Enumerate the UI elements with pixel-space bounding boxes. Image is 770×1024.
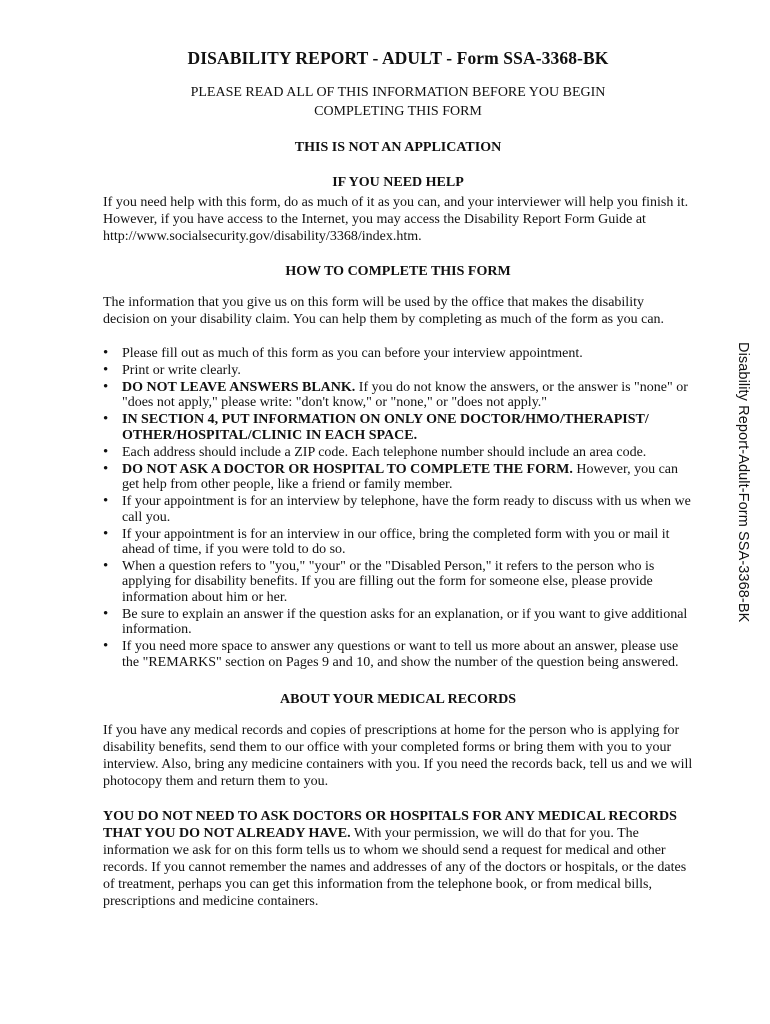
instruction-text: If you need more space to answer any questions or want to tell us more about an answer, please use the "REMARKS" section on Pages 9 and 10, and show the number of the question being answered. — [122, 639, 679, 670]
how-to-heading: HOW TO COMPLETE THIS FORM — [285, 264, 511, 279]
instruction-emphasis: DO NOT ASK A DOCTOR OR HOSPITAL TO COMPLETE THE FORM. — [122, 461, 573, 477]
medical-records-heading: ABOUT YOUR MEDICAL RECORDS — [279, 692, 517, 708]
bullet-icon: • — [103, 345, 109, 361]
instruction-text: When a question refers to "you," "your" or the "Disabled Person," it refers to the person who is applying for disability benefits. If you are filling out the form for someone else, please provide information about him or her. — [122, 559, 655, 605]
instruction-item — [103, 559, 693, 605]
side-form-label: Disability Report-Adult-Form SSA-3368-BK — [735, 342, 751, 623]
subtitle — [103, 83, 693, 121]
medical-records-paragraph: If you have any medical records and copies of prescriptions at home for the person who is applying for disability benefits, send them to our office with your completed forms or bring them with you to your interview. Also, bring any medicine containers with you. If you need the records back, tell us and we will photocopy them and return them to you. — [103, 723, 693, 790]
not-application-heading: THIS IS NOT AN APPLICATION — [294, 140, 502, 155]
page-title: DISABILITY REPORT - ADULT - Form SSA-3368-BK — [187, 48, 609, 68]
form-page — [103, 48, 693, 910]
instruction-item — [103, 380, 693, 411]
instructions-list — [103, 346, 693, 670]
instruction-text: If your appointment is for an interview in our office, bring the completed form with you or mail it ahead of time, if you were told to do so. — [122, 526, 670, 558]
medical-records-notice — [103, 808, 693, 910]
bullet-icon: • — [103, 443, 109, 460]
bullet-icon: • — [103, 638, 109, 655]
help-heading: IF YOU NEED HELP — [332, 175, 464, 190]
instruction-item — [103, 346, 693, 361]
instruction-text: Be sure to explain an answer if the question asks for an explanation, or if you want to give additional information. — [122, 606, 688, 638]
medical-records-notice-text: With your permission, we will do that for you. The information we ask for on this form tells us to whom we should send a request for medical and other records. If you cannot remember the names and addresses of any of the doctors or hospitals, or the dates of treatment, perhaps you can get this information from the telephone book, or from medical bills, prescriptions and medicine containers. — [103, 826, 687, 910]
instruction-emphasis: IN SECTION 4, PUT INFORMATION ON ONLY ONE DOCTOR/HMO/THERAPIST/ OTHER/HOSPITAL/CLINIC IN EACH SPACE. — [122, 412, 649, 443]
subtitle-line-1: PLEASE READ ALL OF THIS INFORMATION BEFORE YOU BEGIN — [190, 85, 606, 100]
instruction-item — [103, 527, 693, 558]
bullet-icon: • — [103, 362, 109, 378]
how-to-intro: The information that you give us on this form will be used by the office that makes the disability decision on your disability claim. You can help them by completing as much of the form as you can. — [103, 295, 665, 327]
bullet-icon: • — [103, 605, 109, 622]
subtitle-line-2: COMPLETING THIS FORM — [314, 104, 482, 119]
instruction-text: If you do not know the answers, or the answer is "none" or "does not apply," please write: "don't know," or "none," or "does not apply." — [122, 380, 688, 411]
bullet-icon: • — [103, 460, 109, 477]
bullet-icon: • — [103, 411, 109, 428]
instruction-emphasis: DO NOT LEAVE ANSWERS BLANK. — [122, 380, 356, 395]
instruction-text: If your appointment is for an interview by telephone, have the form ready to discuss with us when we call you. — [122, 494, 691, 525]
bullet-icon: • — [103, 525, 109, 542]
instruction-item — [103, 494, 693, 525]
instruction-item — [103, 363, 693, 378]
instruction-item — [103, 607, 693, 638]
instruction-item — [103, 412, 693, 443]
instruction-item — [103, 639, 693, 670]
instruction-text: Please fill out as much of this form as you can before your interview appointment. — [122, 346, 583, 361]
instruction-text: However, you can get help from other people, like a friend or family member. — [122, 461, 679, 493]
instruction-item — [103, 445, 693, 460]
bullet-icon: • — [103, 379, 109, 395]
bullet-icon: • — [103, 493, 109, 510]
medical-records-bold: YOU DO NOT NEED TO ASK DOCTORS OR HOSPITALS FOR ANY MEDICAL RECORDS THAT YOU DO NOT ALREADY HAVE. — [103, 809, 677, 842]
help-paragraph: If you need help with this form, do as much of it as you can, and your interviewer will help you finish it. However, if you have access to the Internet, you may access the Disability Report Form Guide at http://www.socialsecurity.gov/disability/3368/index.htm. — [103, 195, 689, 244]
instruction-text: Print or write clearly. — [122, 363, 241, 378]
bullet-icon: • — [103, 558, 109, 575]
instruction-text: Each address should include a ZIP code. Each telephone number should include an area code. — [122, 444, 647, 460]
instruction-item — [103, 462, 693, 493]
